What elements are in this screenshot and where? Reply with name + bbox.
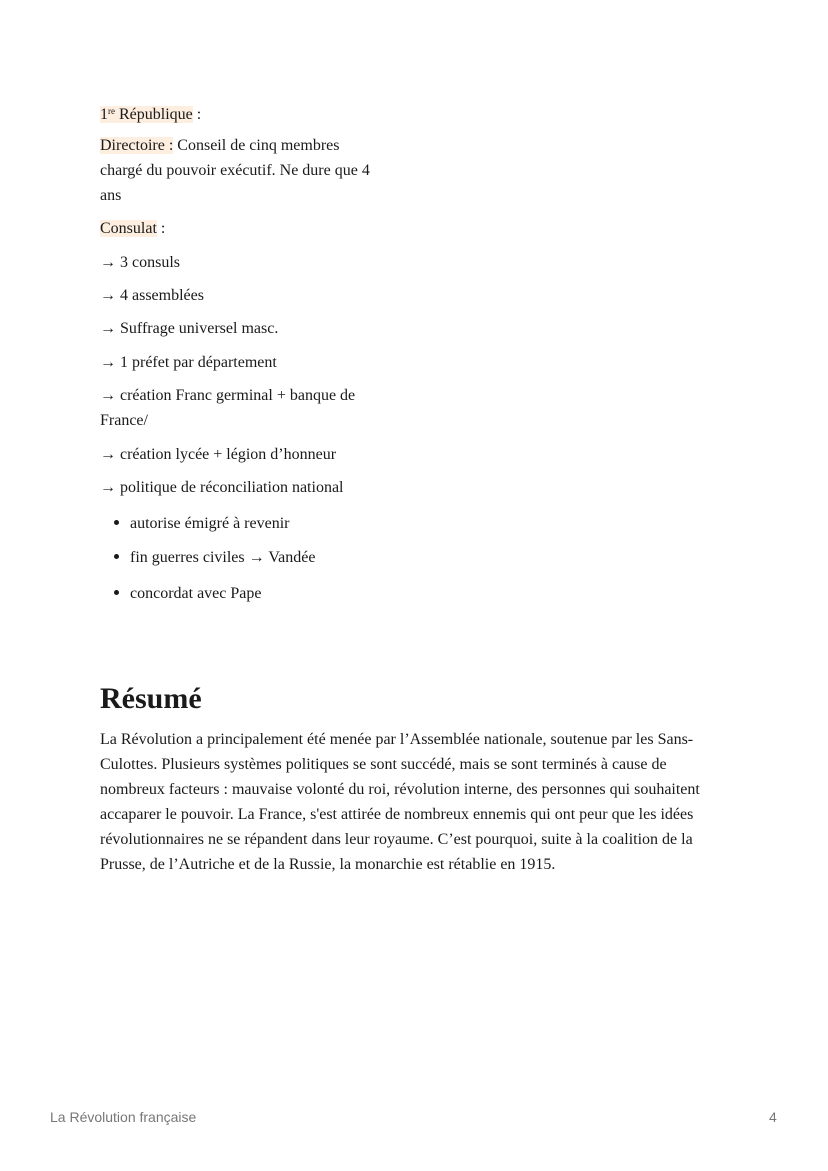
bullet-item xyxy=(114,581,261,606)
bullet-text: concordat avec Pape xyxy=(130,585,262,602)
bullet-text: autorise émigré à revenir xyxy=(130,515,290,532)
bullet-icon xyxy=(114,554,119,559)
arrow-item: → création lycée + légion d’honneur xyxy=(100,446,337,463)
bullet-text: fin guerres civiles → Vandée xyxy=(130,549,316,566)
consulat-suffix: : xyxy=(156,220,166,237)
resume-title: Résumé xyxy=(100,682,202,715)
arrow-item: → 3 consuls xyxy=(100,254,180,271)
arrow-item: → politique de réconciliation national xyxy=(100,479,344,496)
label-num: 1 xyxy=(100,106,108,123)
bullet-icon xyxy=(114,590,119,595)
resume-paragraph: La Révolution a principalement été menée par l’Assemblée nationale, soutenue par les Sans-Culottes. Plusieurs systèmes politiques se sont succédé, mais se sont terminés à cause de nombreux facteurs : mauvaise volonté du roi, révolution interne, des personnes qui souhaitent accaparer le pouvoir. La France, s'est attirée de nombreux ennemis qui ont peur que les idées révolutionnaires ne se répandent dans leur royaume. C’est pourquoi, suite à la coalition de la Prusse, de l’Autriche et de la Russie, la monarchie est rétablie en 1915. xyxy=(100,731,700,873)
consulat-heading xyxy=(100,216,165,241)
label-suffix: : xyxy=(192,106,202,123)
label-rest: République xyxy=(115,106,193,123)
republique-heading xyxy=(100,99,201,127)
directoire-label: Directoire : xyxy=(100,137,174,154)
bullet-icon xyxy=(114,520,119,525)
directoire-text: Conseil de cinq membres chargé du pouvoir exécutif. Ne dure que 4 ans xyxy=(100,137,370,204)
arrow-item: → création Franc germinal + banque de France/ xyxy=(100,387,356,429)
footer-title: La Révolution française xyxy=(50,1109,197,1125)
page-number: 4 xyxy=(769,1109,777,1125)
arrow-item: → Suffrage universel masc. xyxy=(100,320,279,337)
directoire-note xyxy=(100,133,380,208)
label-sup: re xyxy=(108,106,115,116)
arrow-item: → 4 assemblées xyxy=(100,287,204,304)
bullet-item xyxy=(114,545,315,570)
consulat-label: Consulat xyxy=(100,220,157,237)
arrow-item: → 1 préfet par département xyxy=(100,354,277,371)
bullet-item xyxy=(114,511,289,536)
